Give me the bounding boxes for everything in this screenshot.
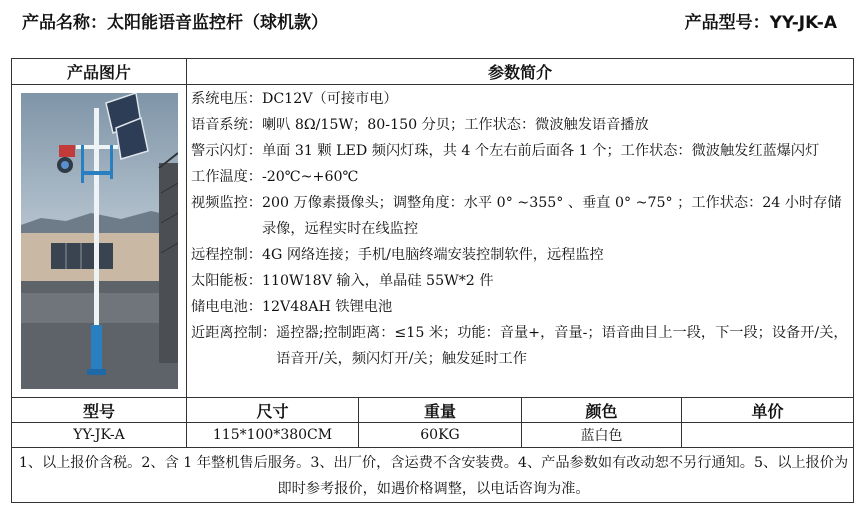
param-label: 视频监控： (191, 195, 262, 211)
param-row (191, 268, 853, 294)
param-value: 12V48AH 铁锂电池 (261, 299, 393, 315)
value-weight: 60KG (359, 423, 522, 448)
param-row (191, 164, 853, 190)
product-name-title: 产品名称：太阳能语音监控杆（球机款） (22, 13, 328, 33)
param-label: 系统电压： (191, 91, 262, 107)
param-value: 110W18V 输入，单晶硅 55W*2 件 (261, 273, 494, 289)
param-row (191, 138, 853, 164)
header-weight: 重量 (359, 398, 522, 423)
param-row (191, 190, 853, 242)
param-label: 工作温度： (191, 169, 262, 185)
header-price: 单价 (682, 398, 854, 423)
param-label: 近距离控制： (191, 325, 277, 341)
product-spec-table (11, 58, 854, 503)
product-photo (21, 93, 178, 389)
param-label: 远程控制： (191, 247, 262, 263)
value-price (682, 423, 854, 448)
value-size: 115*100*380CM (187, 423, 359, 448)
param-value: -20℃~+60℃ (261, 169, 359, 185)
value-model: YY-JK-A (12, 423, 187, 448)
param-row (191, 294, 853, 320)
header-parameters: 参数简介 (187, 59, 854, 85)
product-model-title: 产品型号：YY-JK-A (684, 13, 837, 33)
param-label: 太阳能板： (191, 273, 262, 289)
param-row (191, 320, 853, 372)
param-value: 4G 网络连接；手机/电脑终端安装控制软件，远程监控 (261, 247, 604, 263)
param-value: 200 万像素摄像头；调整角度：水平 0° ~355° 、垂直 0° ~75° ；工作状态：24 小时存储录像，远程实时在线监控 (261, 195, 842, 237)
param-row (191, 242, 853, 268)
notes: 1、以上报价含税。2、含 1 年整机售后服务。3、出厂价，含运费不含安装费。4、产品参数如有改动恕不另行通知。5、以上报价为即时参考报价，如遇价格调整，以电话咨询为准。 (12, 448, 854, 503)
param-label: 语音系统： (191, 117, 262, 133)
param-row (191, 86, 853, 112)
header-product-image: 产品图片 (12, 59, 187, 85)
value-color: 蓝白色 (522, 423, 682, 448)
parameter-list (187, 85, 854, 398)
param-value: 单面 31 颗 LED 频闪灯珠，共 4 个左右前后面各 1 个；工作状态：微波触发红蓝爆闪灯 (261, 143, 820, 159)
param-label: 警示闪灯： (191, 143, 262, 159)
param-value: 喇叭 8Ω/15W；80-150 分贝；工作状态：微波触发语音播放 (261, 117, 649, 133)
product-photo-cell (12, 85, 187, 398)
header-size: 尺寸 (187, 398, 359, 423)
param-label: 储电电池： (191, 299, 262, 315)
header-model: 型号 (12, 398, 187, 423)
header-color: 颜色 (522, 398, 682, 423)
param-value: 遥控器;控制距离：≤15 米；功能：音量+，音量-；语音曲目上一段，下一段；设备开/关，语音开/关，频闪灯开/关；触发延时工作 (276, 325, 848, 367)
param-row (191, 112, 853, 138)
param-value: DC12V（可接市电） (261, 91, 398, 107)
